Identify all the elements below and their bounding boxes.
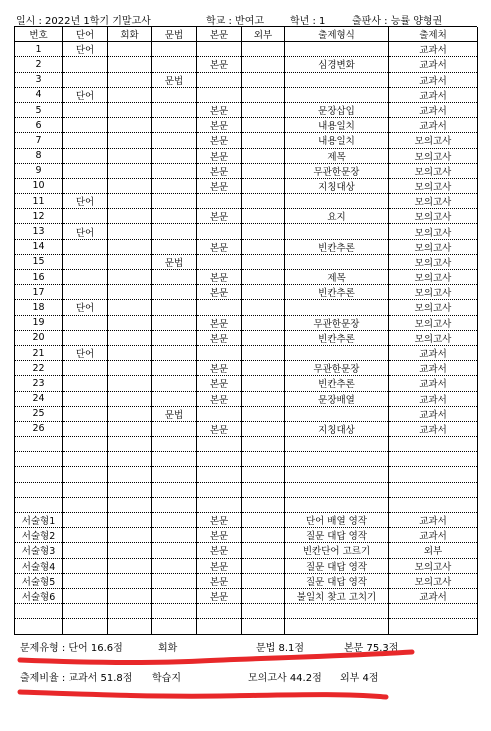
table-cell: 본문: [197, 285, 242, 300]
grade: 학년 : 1: [290, 16, 326, 27]
table-cell: 본문: [197, 163, 242, 178]
table-cell: 본문: [197, 573, 242, 588]
table-cell: 교과서: [389, 421, 478, 436]
table-cell: 불일치 찾고 고치기: [285, 588, 389, 603]
column-header: 번호: [15, 27, 63, 42]
column-header: 외부: [242, 27, 285, 42]
table-cell: 본문: [197, 543, 242, 558]
table-cell: 25: [15, 406, 63, 421]
table-cell: 교과서: [389, 87, 478, 102]
table-cell: 서술형6: [15, 588, 63, 603]
table-cell: 요지: [285, 209, 389, 224]
table-cell: 본문: [197, 558, 242, 573]
table-cell: 11: [15, 194, 63, 209]
table-cell: 22: [15, 361, 63, 376]
table-cell: 8: [15, 148, 63, 163]
table-cell: 문장삽입: [285, 102, 389, 117]
table-cell: 빈칸추론: [285, 376, 389, 391]
table-cell: 1: [15, 42, 63, 57]
school-name: 학교 : 반여고: [206, 16, 265, 27]
red-underline-2: [20, 692, 386, 697]
table-cell: 단어: [63, 87, 108, 102]
table-cell: 모의고사: [389, 148, 478, 163]
table-cell: 본문: [197, 270, 242, 285]
publisher: 출판사 : 능률 양형권: [352, 16, 443, 27]
red-underline-1: [20, 652, 412, 663]
table-cell: 문법: [152, 406, 197, 421]
table-cell: 본문: [197, 391, 242, 406]
table-cell: 단어: [63, 42, 108, 57]
table-cell: 20: [15, 330, 63, 345]
table-cell: 본문: [197, 118, 242, 133]
table-cell: 모의고사: [389, 254, 478, 269]
table-cell: 교과서: [389, 72, 478, 87]
column-header: 회화: [108, 27, 152, 42]
table-cell: 단어 배열 영작: [285, 513, 389, 528]
table-cell: 13: [15, 224, 63, 239]
table-cell: 본문: [197, 361, 242, 376]
table-cell: 모의고사: [389, 224, 478, 239]
type-grammar-score: 문법 8.1점: [256, 643, 305, 654]
table-cell: 7: [15, 133, 63, 148]
table-cell: 모의고사: [389, 133, 478, 148]
table-cell: 빈칸추론: [285, 239, 389, 254]
table-cell: 교과서: [389, 361, 478, 376]
table-cell: 본문: [197, 330, 242, 345]
table-cell: 본문: [197, 102, 242, 117]
table-cell: 모의고사: [389, 315, 478, 330]
table-cell: 모의고사: [389, 239, 478, 254]
table-cell: 모의고사: [389, 163, 478, 178]
table-cell: 문법: [152, 254, 197, 269]
table-cell: 21: [15, 345, 63, 360]
table-cell: 14: [15, 239, 63, 254]
table-cell: 교과서: [389, 42, 478, 57]
table-cell: 본문: [197, 148, 242, 163]
type-conversation: 회화: [158, 643, 178, 654]
table-cell: 단어: [63, 345, 108, 360]
table-cell: 교과서: [389, 57, 478, 72]
table-cell: 무관한문장: [285, 361, 389, 376]
table-cell: 본문: [197, 588, 242, 603]
table-cell: 26: [15, 421, 63, 436]
table-cell: 19: [15, 315, 63, 330]
table-cell: 무관한문장: [285, 163, 389, 178]
table-cell: 3: [15, 72, 63, 87]
table-cell: 심경변화: [285, 57, 389, 72]
column-header: 본문: [197, 27, 242, 42]
table-cell: 교과서: [389, 376, 478, 391]
table-cell: 단어: [63, 194, 108, 209]
table-cell: 질문 대답 영작: [285, 573, 389, 588]
table-cell: 교과서: [389, 588, 478, 603]
table-cell: 17: [15, 285, 63, 300]
table-cell: 본문: [197, 57, 242, 72]
table-cell: 24: [15, 391, 63, 406]
type-word-score: 문제유형 : 단어 16.6점: [20, 643, 123, 654]
ratio-mock-score: 모의고사 44.2점: [248, 673, 322, 684]
table-cell: 단어: [63, 300, 108, 315]
table-cell: 질문 대답 영작: [285, 528, 389, 543]
table-cell: 빈칸추론: [285, 330, 389, 345]
table-cell: 서술형1: [15, 513, 63, 528]
table-cell: 외부: [389, 543, 478, 558]
table-cell: 본문: [197, 209, 242, 224]
table-cell: 18: [15, 300, 63, 315]
column-header: 출제형식: [285, 27, 389, 42]
table-cell: 15: [15, 254, 63, 269]
table-cell: 교과서: [389, 345, 478, 360]
table-cell: 본문: [197, 178, 242, 193]
table-cell: 단어: [63, 224, 108, 239]
table-cell: 5: [15, 102, 63, 117]
table-cell: 모의고사: [389, 270, 478, 285]
exam-date: 일시 : 2022년 1학기 기말고사: [16, 16, 151, 27]
table-cell: 교과서: [389, 102, 478, 117]
ratio-external-score: 외부 4점: [340, 673, 379, 684]
table-cell: 6: [15, 118, 63, 133]
table-cell: 본문: [197, 133, 242, 148]
table-cell: 모의고사: [389, 558, 478, 573]
table-cell: 2: [15, 57, 63, 72]
table-cell: 질문 대답 영작: [285, 558, 389, 573]
table-cell: 본문: [197, 239, 242, 254]
table-cell: 지칭대상: [285, 178, 389, 193]
table-cell: 모의고사: [389, 330, 478, 345]
table-cell: 서술형2: [15, 528, 63, 543]
table-cell: 빈칸단어 고르기: [285, 543, 389, 558]
table-cell: 9: [15, 163, 63, 178]
table-cell: 16: [15, 270, 63, 285]
table-cell: 모의고사: [389, 194, 478, 209]
table-cell: 모의고사: [389, 285, 478, 300]
table-cell: 제목: [285, 148, 389, 163]
table-cell: 지칭대상: [285, 421, 389, 436]
table-cell: 10: [15, 178, 63, 193]
ratio-textbook-score: 출제비율 : 교과서 51.8점: [20, 673, 133, 684]
table-cell: 교과서: [389, 406, 478, 421]
table-cell: 본문: [197, 376, 242, 391]
column-header: 문법: [152, 27, 197, 42]
table-cell: 모의고사: [389, 209, 478, 224]
table-cell: 무관한문장: [285, 315, 389, 330]
table-cell: 본문: [197, 513, 242, 528]
table-cell: 교과서: [389, 528, 478, 543]
table-cell: 빈칸추론: [285, 285, 389, 300]
table-cell: 교과서: [389, 391, 478, 406]
table-cell: 모의고사: [389, 573, 478, 588]
table-cell: 12: [15, 209, 63, 224]
table-cell: 내용일치: [285, 133, 389, 148]
table-cell: 본문: [197, 315, 242, 330]
table-cell: 교과서: [389, 118, 478, 133]
table-cell: 서술형5: [15, 573, 63, 588]
type-text-score: 본문 75.3점: [344, 643, 399, 654]
table-cell: 서술형3: [15, 543, 63, 558]
column-header: 단어: [63, 27, 108, 42]
ratio-workbook: 학습지: [152, 673, 181, 684]
table-cell: 본문: [197, 528, 242, 543]
table-cell: 모의고사: [389, 178, 478, 193]
table-cell: 23: [15, 376, 63, 391]
column-header: 출제처: [389, 27, 478, 42]
table-cell: 내용일치: [285, 118, 389, 133]
table-cell: 교과서: [389, 513, 478, 528]
table-cell: 문장배열: [285, 391, 389, 406]
table-cell: 서술형4: [15, 558, 63, 573]
table-cell: 4: [15, 87, 63, 102]
table-cell: 문법: [152, 72, 197, 87]
table-cell: 모의고사: [389, 300, 478, 315]
table-cell: 제목: [285, 270, 389, 285]
table-cell: 본문: [197, 421, 242, 436]
